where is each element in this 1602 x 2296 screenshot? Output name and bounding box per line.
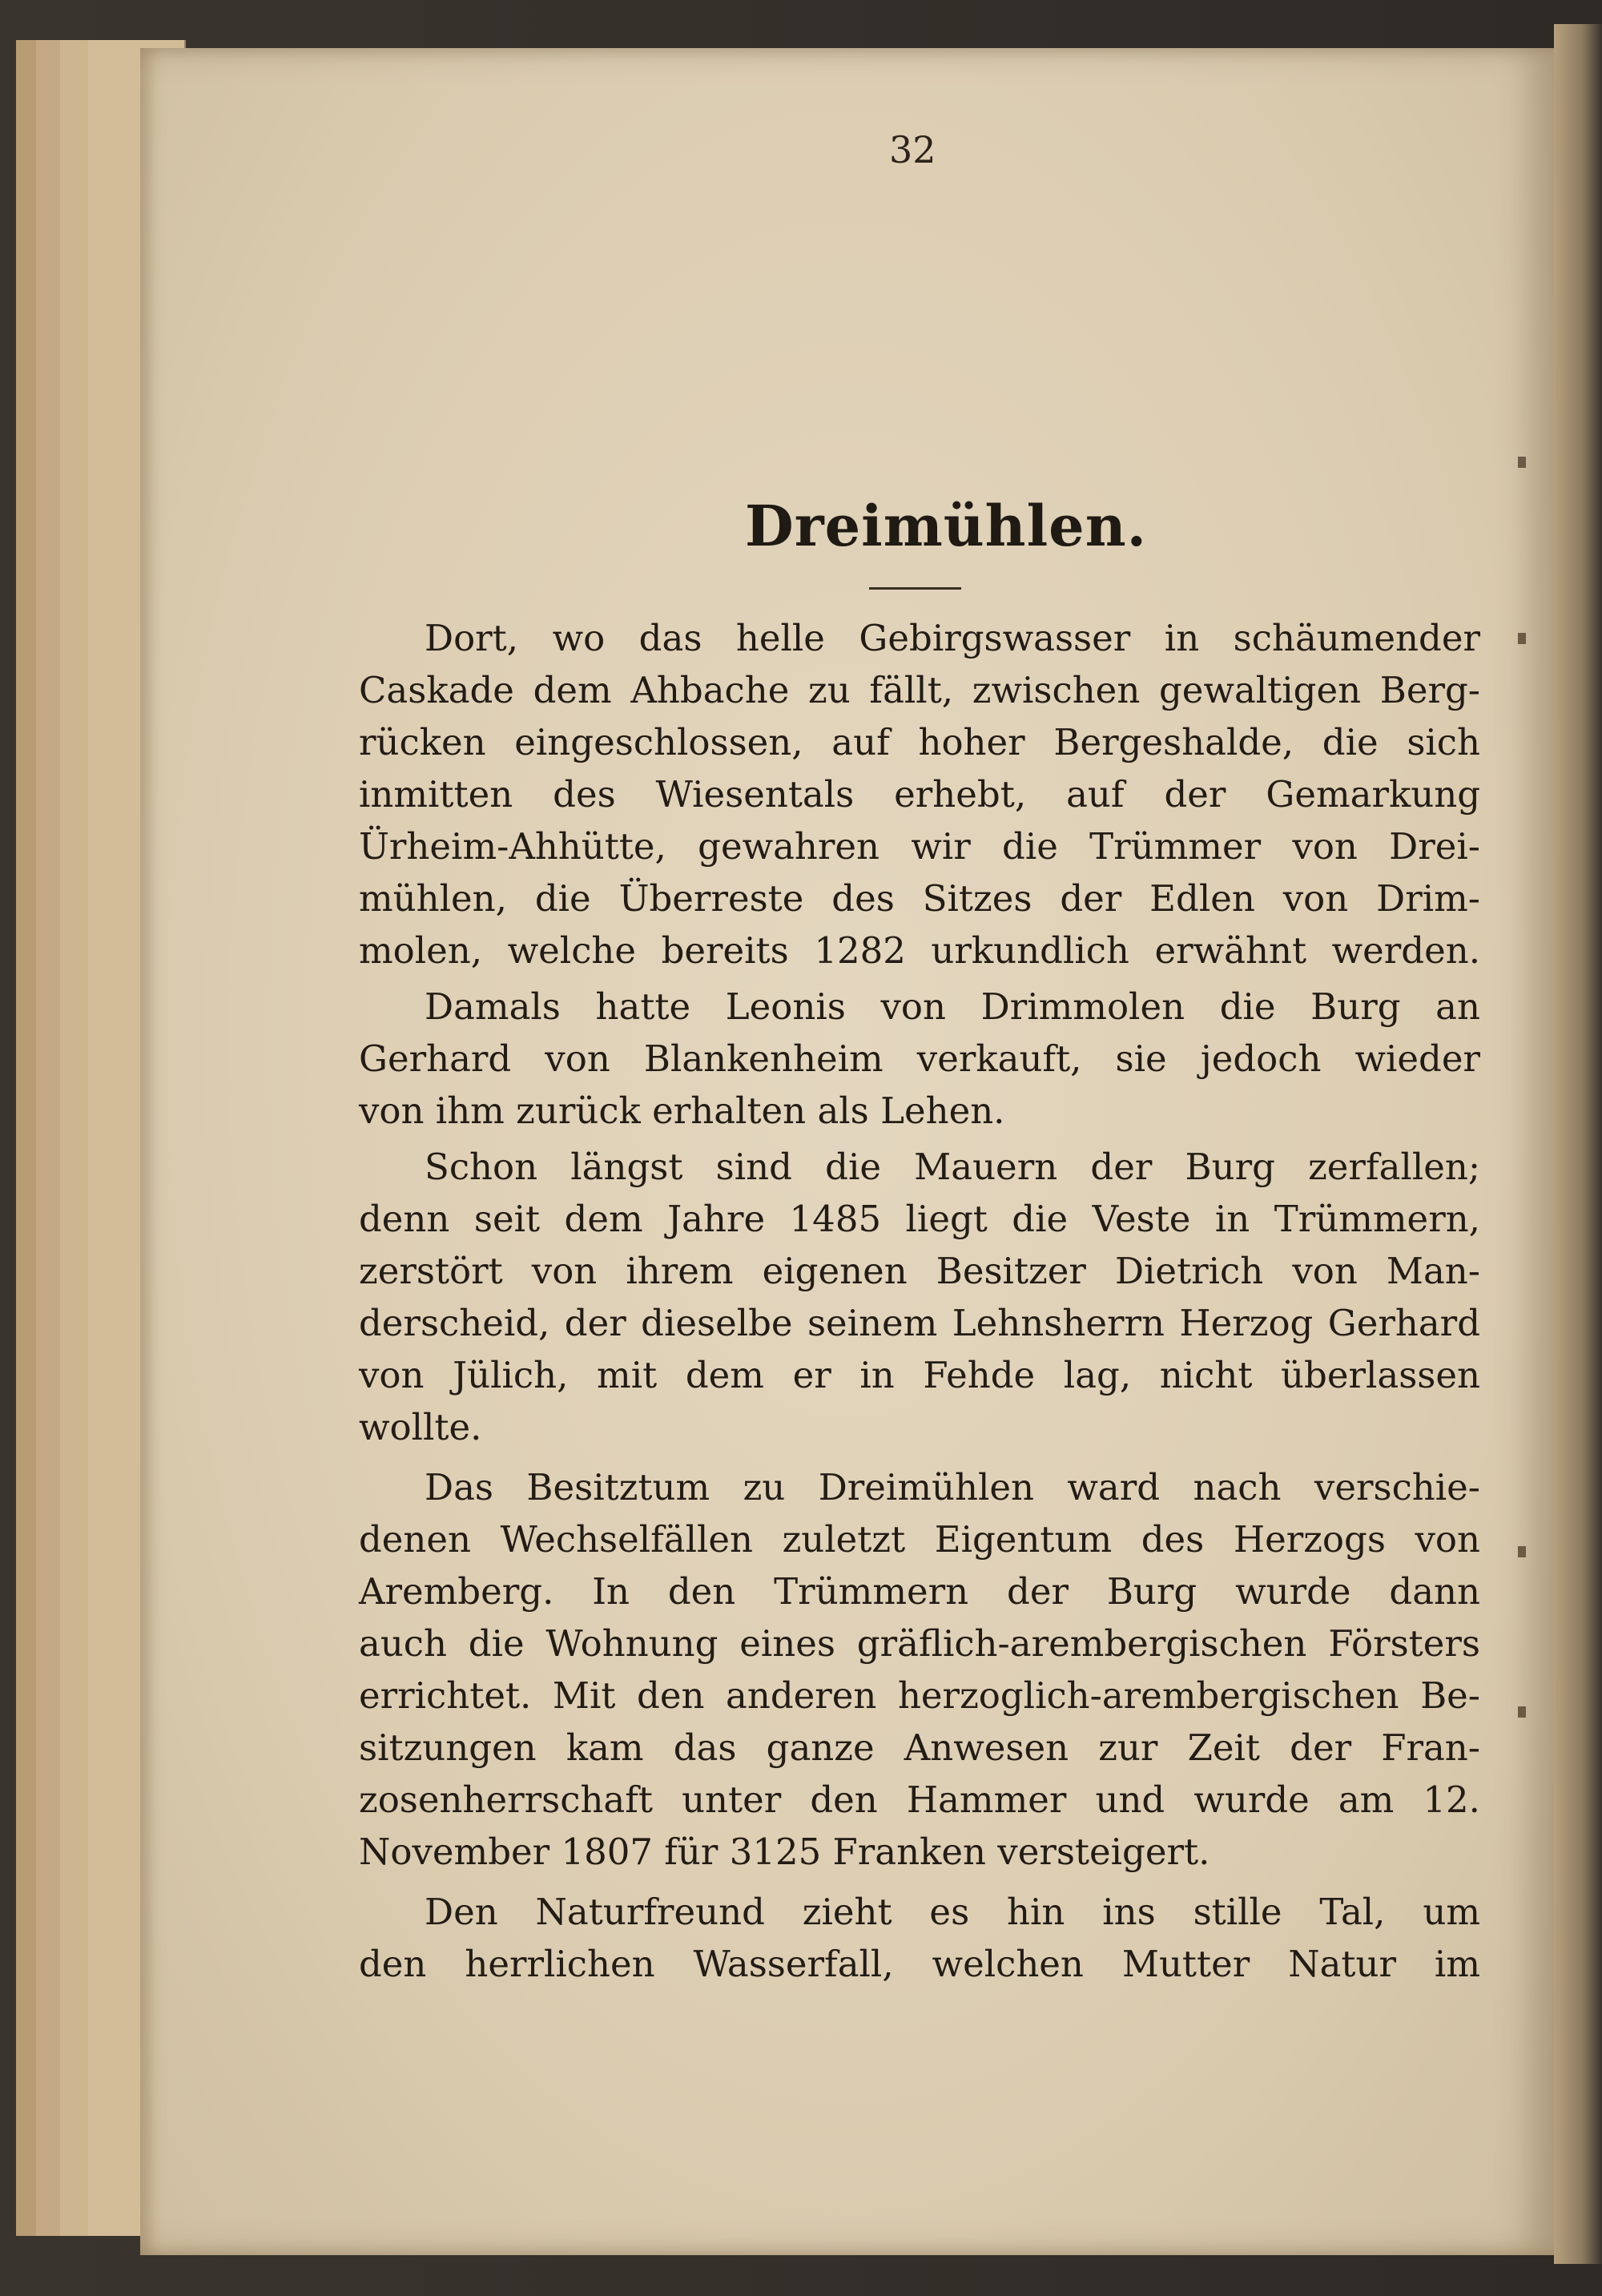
text-line: von Jülich, mit dem er in Fehde lag, nicht überlassen — [359, 1354, 1480, 1396]
margin-mark — [1518, 633, 1526, 644]
text-line: Schon längst sind die Mauern der Burg zerfallen; — [425, 1146, 1480, 1188]
text-line: sitzungen kam das ganze Anwesen zur Zeit der Fran- — [359, 1726, 1480, 1769]
text-line: zosenherrschaft unter den Hammer und wurde am 12. — [359, 1778, 1480, 1821]
text-line: rücken eingeschlossen, auf hoher Bergeshalde, die sich — [359, 721, 1480, 763]
text-line: inmitten des Wiesentals erhebt, auf der Gemarkung — [359, 773, 1480, 816]
text-line: denn seit dem Jahre 1485 liegt die Veste in Trümmern, — [359, 1198, 1480, 1240]
book-right-edge — [1554, 24, 1602, 2264]
text-line: zerstört von ihrem eigenen Besitzer Dietrich von Man- — [359, 1250, 1480, 1292]
text-line: Das Besitztum zu Dreimühlen ward nach verschie- — [425, 1466, 1480, 1509]
text-line: Ürheim-Ahhütte, gewahren wir die Trümmer von Drei- — [359, 825, 1480, 868]
section-title: Dreimühlen. — [745, 493, 1147, 559]
text-line: errichtet. Mit den anderen herzoglich-arembergischen Be- — [359, 1674, 1480, 1717]
text-line: Gerhard von Blankenheim verkauft, sie jedoch wieder — [359, 1037, 1480, 1080]
page-number: 32 — [889, 128, 936, 171]
text-line: Damals hatte Leonis von Drimmolen die Burg an — [425, 985, 1480, 1028]
text-line: mühlen, die Überreste des Sitzes der Edlen von Drim- — [359, 877, 1480, 920]
margin-mark — [1518, 1546, 1526, 1557]
text-line: derscheid, der dieselbe seinem Lehnsherrn Herzog Gerhard — [359, 1302, 1480, 1344]
text-line: Dort, wo das helle Gebirgswasser in schäumender — [425, 617, 1480, 659]
text-line: von ihm zurück erhalten als Lehen. — [359, 1090, 1005, 1132]
text-line: Caskade dem Ahbache zu fällt, zwischen gewaltigen Berg- — [359, 669, 1480, 711]
text-line: Den Naturfreund zieht es hin ins stille Tal, um — [425, 1891, 1480, 1933]
text-line: wollte. — [359, 1406, 482, 1448]
margin-mark — [1518, 1706, 1526, 1718]
text-line: auch die Wohnung eines gräflich-arembergischen Försters — [359, 1622, 1480, 1665]
margin-mark — [1518, 457, 1526, 468]
text-line: Aremberg. In den Trümmern der Burg wurde dann — [359, 1570, 1480, 1613]
title-rule — [869, 587, 961, 590]
text-line: den herrlichen Wasserfall, welchen Mutter Natur im — [359, 1943, 1480, 1985]
text-line: November 1807 für 3125 Franken versteigert. — [359, 1831, 1210, 1873]
text-line: denen Wechselfällen zuletzt Eigentum des Herzogs von — [359, 1518, 1480, 1561]
text-line: molen, welche bereits 1282 urkundlich erwähnt werden. — [359, 929, 1480, 972]
